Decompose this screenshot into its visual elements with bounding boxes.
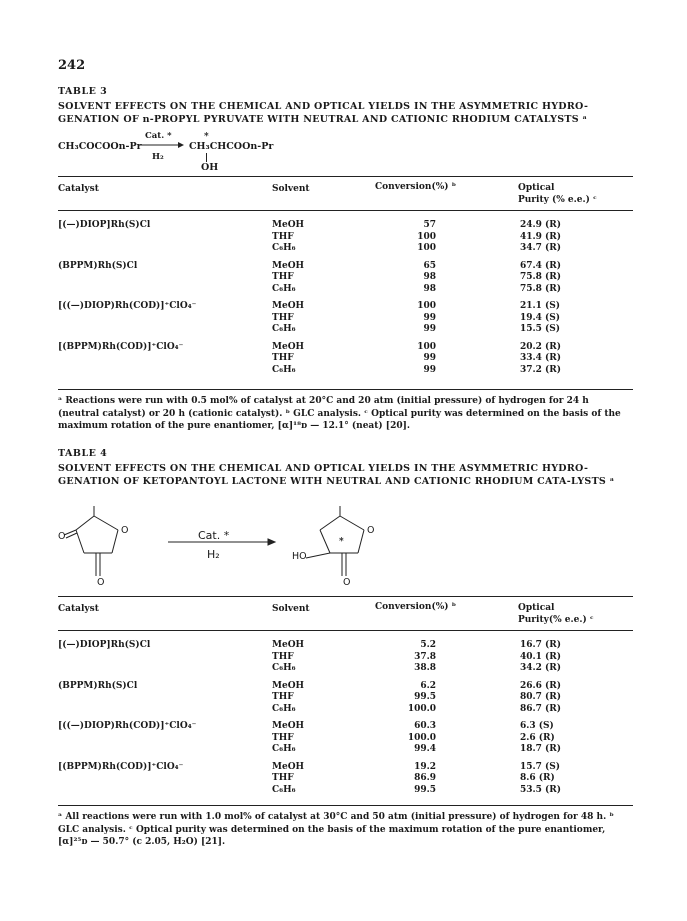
solvent-cell: C₆H₆ <box>272 744 296 754</box>
table-row <box>58 744 633 756</box>
table-row <box>58 704 633 716</box>
conversion-cell: 99.5 <box>414 784 436 795</box>
conversion-cell: 37.8 <box>414 651 436 662</box>
table-row <box>58 365 633 377</box>
solvent-cell: THF <box>272 773 294 783</box>
hydrogen-label: H₂ <box>152 152 164 162</box>
optical-purity-cell: 75.8 (R) <box>520 272 562 282</box>
table3-title: SOLVENT EFFECTS ON THE CHEMICAL AND OPTICAL YIELDS IN THE ASYMMETRIC HYDRO-GENATION OF n-PROPYL PYRUVATE WITH NEUTRAL AND CATIONIC RHODIUM CATALYSTS ᵃ <box>58 101 589 125</box>
table4-bottom-rule <box>58 805 633 806</box>
catalyst-label: Cat. * <box>145 131 172 141</box>
table4-label: TABLE 4 <box>58 448 108 459</box>
ring-oxygen: O <box>367 525 375 536</box>
table-row <box>58 692 633 704</box>
carbonyl-oxygen: O <box>343 577 351 588</box>
conversion-cell: 100 <box>417 341 436 352</box>
oh-bond <box>206 153 207 162</box>
table-row <box>58 342 633 354</box>
table4-header-catalyst: Catalyst <box>58 604 99 614</box>
conversion-cell: 99 <box>423 364 436 375</box>
optical-purity-cell: 41.9 (R) <box>520 231 562 242</box>
table3-top-rule <box>58 176 633 177</box>
optical-purity-cell: 34.7 (R) <box>520 243 562 253</box>
carbonyl-oxygen: O <box>97 577 105 588</box>
solvent-cell: C₆H₆ <box>272 364 296 375</box>
table4-top-rule <box>58 596 633 597</box>
table4-header-optical: Optical <box>518 603 555 613</box>
optical-purity-cell: 80.7 (R) <box>520 692 562 702</box>
table4-header-conversion: Conversion(%) ᵇ <box>375 602 457 612</box>
table-row <box>58 301 633 313</box>
table3-header-catalyst: Catalyst <box>58 184 99 194</box>
conversion-cell: 86.9 <box>414 773 436 783</box>
table3-label: TABLE 3 <box>58 86 108 97</box>
table-row <box>58 232 633 244</box>
catalyst-cell: [(BPPM)Rh(COD)]⁺ClO₄⁻ <box>58 341 184 352</box>
table4-footnote: ᵃ All reactions were run with 1.0 mol% of catalyst at 30°C and 50 atm (initial pressure) of hydrogen for 48 h. ᵇ GLC analysis. ᶜ Optical purity was determined on the basis of the maximum rotation of the pure enantiomer, [α]²⁵ᴅ — 50.7° (c 2.05, H₂O) [21]. <box>58 812 614 847</box>
hydrogen-label: H₂ <box>207 548 220 561</box>
solvent-cell: C₆H₆ <box>272 663 296 673</box>
hydroxyl-label: OH <box>201 162 219 173</box>
solvent-cell: C₆H₆ <box>272 703 296 714</box>
catalyst-cell: (BPPM)Rh(S)Cl <box>58 260 138 271</box>
table4-reaction-scheme <box>58 500 458 592</box>
optical-purity-cell: 37.2 (R) <box>520 364 562 375</box>
catalyst-cell: [(BPPM)Rh(COD)]⁺ClO₄⁻ <box>58 761 184 772</box>
optical-purity-cell: 33.4 (R) <box>520 353 562 363</box>
conversion-cell: 99.5 <box>414 692 436 702</box>
table-row <box>58 721 633 733</box>
optical-purity-cell: 26.6 (R) <box>520 680 562 691</box>
solvent-cell: MeOH <box>272 640 305 650</box>
conversion-cell: 99.4 <box>414 744 436 754</box>
solvent-cell: MeOH <box>272 301 305 311</box>
solvent-cell: C₆H₆ <box>272 784 296 795</box>
conversion-cell: 100 <box>417 243 436 253</box>
conversion-cell: 65 <box>423 260 436 271</box>
table-row <box>58 785 633 797</box>
conversion-cell: 100 <box>417 231 436 242</box>
optical-purity-cell: 34.2 (R) <box>520 663 562 673</box>
conversion-cell: 98 <box>423 283 436 294</box>
table3-header-purity: Purity (% e.e.) ᶜ <box>518 195 597 205</box>
solvent-cell: MeOH <box>272 721 305 731</box>
optical-purity-cell: 19.4 (S) <box>520 312 561 323</box>
conversion-cell: 6.2 <box>420 680 436 691</box>
table-row <box>58 284 633 296</box>
table3-footnote: ᵃ Reactions were run with 0.5 mol% of catalyst at 20°C and 20 atm (initial pressure) of hydrogen for 24 h (neutral catalyst) or 20 h (cationic catalyst). ᵇ GLC analysis. ᶜ Optical purity was determined on the basis of the maximum rotation of the pure enantiomer, [α]¹⁸ᴅ — 12.1° (neat) [20]. <box>58 396 621 431</box>
conversion-cell: 38.8 <box>414 663 436 673</box>
chiral-star: * <box>204 132 209 142</box>
optical-purity-cell: 15.7 (S) <box>520 761 561 772</box>
solvent-cell: C₆H₆ <box>272 243 296 253</box>
solvent-cell: MeOH <box>272 680 305 691</box>
table4-header-rule <box>58 630 633 631</box>
table4-header-purity: Purity(% e.e.) ᶜ <box>518 615 594 625</box>
ketopantoyl-lactone-structure <box>64 506 118 576</box>
table-row <box>58 640 633 652</box>
table-row <box>58 773 633 785</box>
ketone-oxygen: O <box>58 531 66 542</box>
optical-purity-cell: 40.1 (R) <box>520 651 562 662</box>
table3-header-conversion: Conversion(%) ᵇ <box>375 182 457 192</box>
optical-purity-cell: 16.7 (R) <box>520 640 562 650</box>
conversion-cell: 57 <box>423 220 436 230</box>
conversion-cell: 99 <box>423 312 436 323</box>
solvent-cell: C₆H₆ <box>272 324 296 334</box>
catalyst-cell: [(—)DIOP]Rh(S)Cl <box>58 640 151 650</box>
conversion-cell: 99 <box>423 353 436 363</box>
solvent-cell: MeOH <box>272 341 305 352</box>
optical-purity-cell: 24.9 (R) <box>520 220 562 230</box>
optical-purity-cell: 8.6 (R) <box>520 773 555 783</box>
optical-purity-cell: 2.6 (R) <box>520 732 555 743</box>
table-row <box>58 681 633 693</box>
conversion-cell: 5.2 <box>420 640 436 650</box>
table-row <box>58 652 633 664</box>
table4-title: SOLVENT EFFECTS ON THE CHEMICAL AND OPTICAL YIELDS IN THE ASYMMETRIC HYDRO-GENATION OF KETOPANTOYL LACTONE WITH NEUTRAL AND CATIONIC RHODIUM CATA-LYSTS ᵃ <box>58 463 615 487</box>
table-row <box>58 324 633 336</box>
table3-header-rule <box>58 210 633 211</box>
solvent-cell: C₆H₆ <box>272 283 296 294</box>
catalyst-cell: [((—)DIOP)Rh(COD)]⁺ClO₄⁻ <box>58 301 197 311</box>
table-row <box>58 663 633 675</box>
table3-header-solvent: Solvent <box>272 184 310 194</box>
solvent-cell: THF <box>272 231 294 242</box>
table-row <box>58 733 633 745</box>
optical-purity-cell: 15.5 (S) <box>520 324 561 334</box>
table4-header-solvent: Solvent <box>272 604 310 614</box>
solvent-cell: THF <box>272 651 294 662</box>
ring-oxygen: O <box>121 525 129 536</box>
conversion-cell: 19.2 <box>414 761 436 772</box>
optical-purity-cell: 67.4 (R) <box>520 260 562 271</box>
optical-purity-cell: 75.8 (R) <box>520 283 562 294</box>
conversion-cell: 60.3 <box>414 721 436 731</box>
conversion-cell: 100.0 <box>407 732 436 743</box>
table-row <box>58 762 633 774</box>
table3-bottom-rule <box>58 389 633 390</box>
chiral-star: * <box>339 537 344 547</box>
solvent-cell: MeOH <box>272 260 305 271</box>
solvent-cell: THF <box>272 692 294 702</box>
conversion-cell: 100.0 <box>407 703 436 714</box>
optical-purity-cell: 21.1 (S) <box>520 301 561 311</box>
optical-purity-cell: 18.7 (R) <box>520 744 562 754</box>
table-row <box>58 272 633 284</box>
reaction-arrow-icon <box>138 141 184 149</box>
catalyst-cell: (BPPM)Rh(S)Cl <box>58 680 138 691</box>
catalyst-label: Cat. * <box>198 529 230 542</box>
optical-purity-cell: 6.3 (S) <box>520 721 554 731</box>
conversion-cell: 100 <box>417 301 436 311</box>
pantoyl-lactone-structure <box>306 506 364 576</box>
table3-body <box>58 220 633 385</box>
reactant-formula: CH₃COCOOn-Pr <box>58 141 142 152</box>
optical-purity-cell: 53.5 (R) <box>520 784 562 795</box>
product-formula: CH₃CHCOOn-Pr <box>189 141 274 152</box>
solvent-cell: THF <box>272 353 294 363</box>
solvent-cell: THF <box>272 272 294 282</box>
solvent-cell: MeOH <box>272 220 305 230</box>
table-row <box>58 243 633 255</box>
solvent-cell: THF <box>272 732 294 743</box>
conversion-cell: 98 <box>423 272 436 282</box>
conversion-cell: 99 <box>423 324 436 334</box>
page-number: 242 <box>58 58 86 73</box>
optical-purity-cell: 86.7 (R) <box>520 703 562 714</box>
catalyst-cell: [((—)DIOP)Rh(COD)]⁺ClO₄⁻ <box>58 721 197 731</box>
table-row <box>58 353 633 365</box>
table-row <box>58 261 633 273</box>
catalyst-cell: [(—)DIOP]Rh(S)Cl <box>58 220 151 230</box>
solvent-cell: THF <box>272 312 294 323</box>
optical-purity-cell: 20.2 (R) <box>520 341 562 352</box>
table-row <box>58 313 633 325</box>
solvent-cell: MeOH <box>272 761 305 772</box>
table4-body <box>58 640 633 800</box>
table3-header-optical: Optical <box>518 183 555 193</box>
hydroxyl-label: HO <box>292 551 307 562</box>
table-row <box>58 220 633 232</box>
